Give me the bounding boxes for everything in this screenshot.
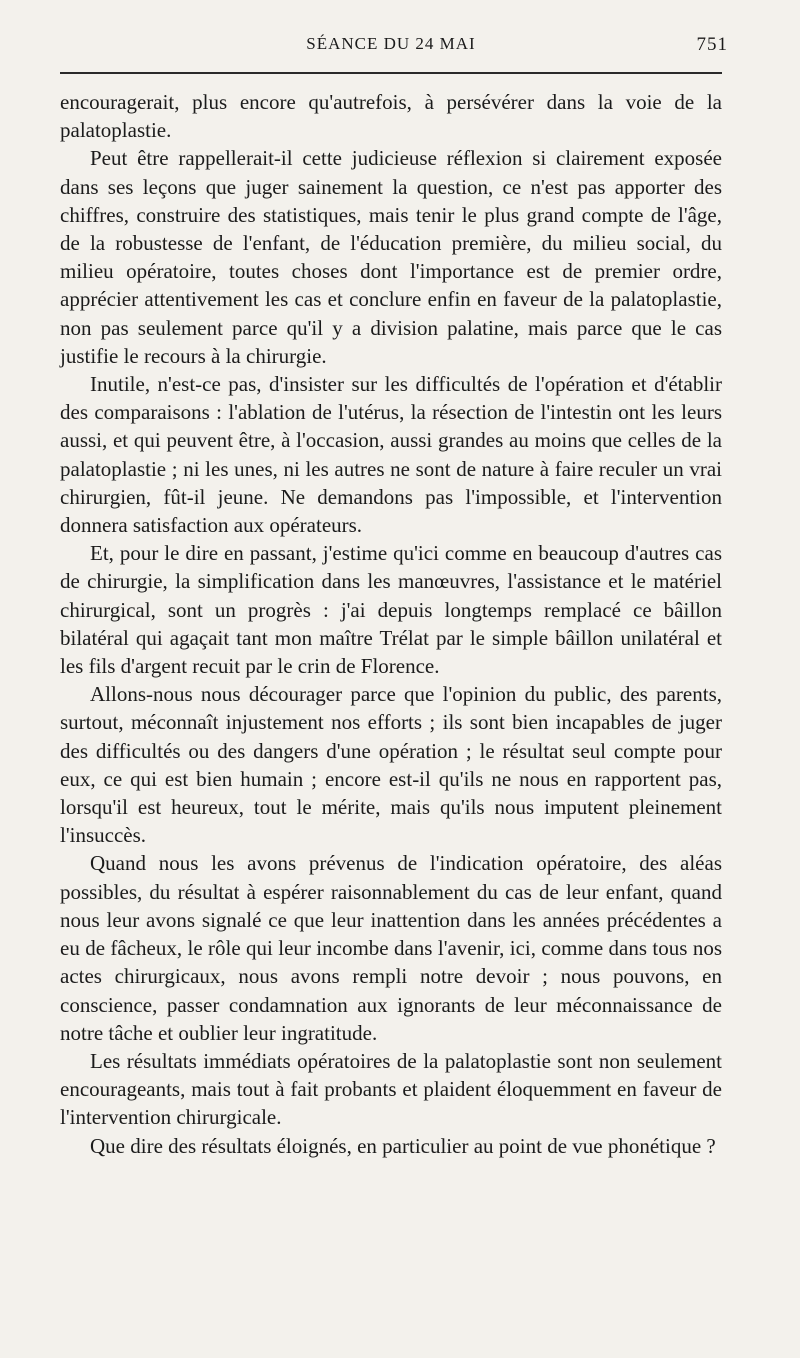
paragraph: Quand nous les avons prévenus de l'indication opératoire, des aléas possibles, du résultat à espérer raisonnablement du cas de leur enfant, quand nous leur avons signalé ce que leur inattention dans les années précédentes a eu de fâcheux, le rôle qui leur incombe dans l'avenir, ici, comme dans tous nos actes chirurgicaux, nous avons rempli notre devoir ; nous pouvons, en conscience, passer condamnation aux ignorants de leur méconnaissance de notre tâche et oublier leur ingratitude. (60, 851, 722, 1045)
paragraph: Que dire des résultats éloignés, en particulier au point de vue phonétique ? (90, 1133, 716, 1158)
page-number: 751 (696, 34, 728, 55)
body-text (60, 88, 722, 1160)
paragraph: encouragerait, plus encore qu'autrefois, à persévérer dans la voie de la palatoplastie. (60, 90, 722, 143)
paragraph: Et, pour le dire en passant, j'estime qu'ici comme en beaucoup d'autres cas de chirurgie, la simplification dans les manœuvres, l'assistance et le matériel chirurgical, sont un progrès : j'ai depuis longtemps remplacé ce bâillon bilatéral qui agaçait tant mon maître Trélat par le simple bâillon unilatéral et les fils d'argent recuit par le crin de Florence. (60, 541, 722, 679)
paragraph: Les résultats immédiats opératoires de la palatoplastie sont non seulement encourageants, mais tout à fait probants et plaident éloquemment en faveur de l'intervention chirurgicale. (60, 1048, 722, 1130)
running-header (60, 34, 728, 60)
header-rule (60, 72, 722, 74)
paragraph: Allons-nous nous décourager parce que l'opinion du public, des parents, surtout, méconnaît injustement nos efforts ; ils sont bien incapables de juger des difficultés ou des dangers d'une opération ; le résultat seul compte pour eux, ce qui est bien humain ; encore est-il qu'ils ne nous en rapportent pas, lorsqu'il est heureux, tout le mérite, mais qu'ils nous imputent pleinement l'insuccès. (60, 682, 722, 848)
paragraph: Peut être rappellerait-il cette judicieuse réflexion si clairement exposée dans ses leçons que juger sainement la question, ce n'est pas apporter des chiffres, construire des statistiques, mais tenir le plus grand compte de l'âge, de la robustesse de l'enfant, de l'éducation première, du milieu social, du milieu opératoire, toutes choses dont l'importance est de premier ordre, apprécier attentivement les cas et conclure enfin en faveur de la palatoplastie, non pas seulement parce qu'il y a division palatine, mais parce que le cas justifie le recours à la chirurgie. (60, 146, 722, 368)
paragraph: Inutile, n'est-ce pas, d'insister sur les difficultés de l'opération et d'établir des comparaisons : l'ablation de l'utérus, la résection de l'intestin ont les leurs aussi, et qui peuvent être, à l'occasion, aussi grandes au moins que celles de la palatoplastie ; ni les unes, ni les autres ne sont de nature à faire reculer un vrai chirurgien, fût-il jeune. Ne demandons pas l'impossible, et l'intervention donnera satisfaction aux opérateurs. (60, 372, 722, 538)
running-title: SÉANCE DU 24 MAI (306, 34, 476, 53)
